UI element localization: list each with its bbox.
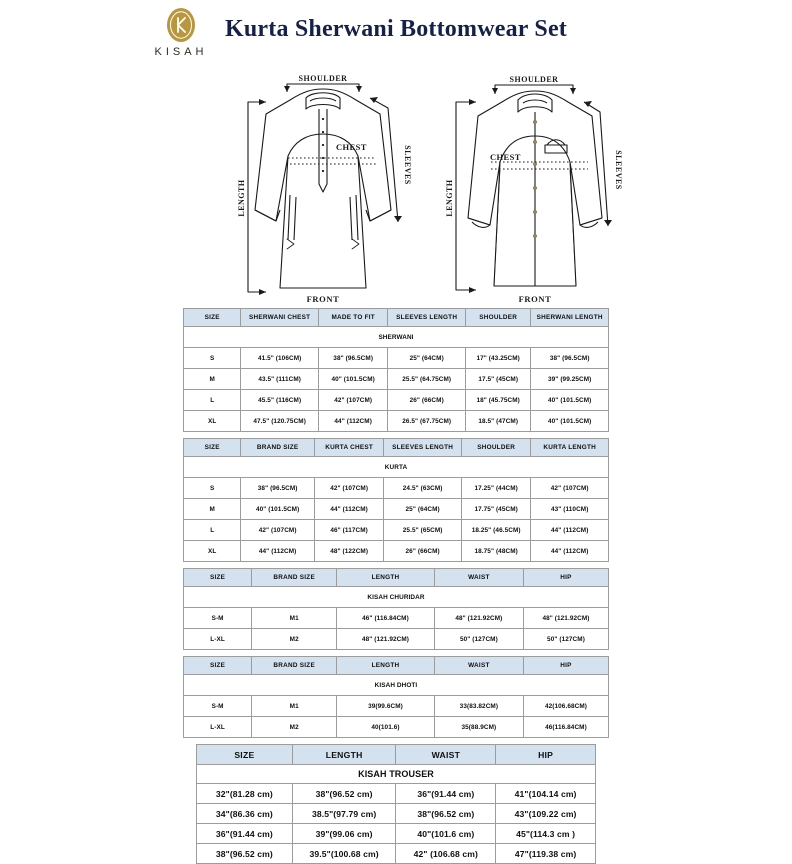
svg-text:SLEEVES: SLEEVES bbox=[614, 150, 623, 190]
cell-value: 48" (121.92CM) bbox=[523, 608, 608, 629]
table-header-row bbox=[184, 439, 609, 457]
cell-value: 25" (64CM) bbox=[384, 499, 462, 520]
cell-size: S bbox=[184, 348, 241, 369]
table-row bbox=[184, 608, 609, 629]
col-size: SIZE bbox=[197, 745, 293, 765]
table-kisah-churidar bbox=[183, 568, 609, 650]
col-sleeves-length: SLEEVES LENGTH bbox=[384, 439, 462, 457]
cell-value: M1 bbox=[252, 696, 337, 717]
cell-size: M bbox=[184, 369, 241, 390]
cell-value: 38"(96.52 cm) bbox=[396, 804, 496, 824]
col-sherwani-length: SHERWANI LENGTH bbox=[531, 309, 609, 327]
table-kurta bbox=[183, 438, 609, 562]
table-header-row bbox=[197, 745, 596, 765]
cell-size: L-XL bbox=[184, 629, 252, 650]
cell-value: 40" (101.5CM) bbox=[318, 369, 387, 390]
table-row bbox=[184, 717, 609, 738]
cell-value: 39.5"(100.68 cm) bbox=[292, 844, 396, 864]
table-row bbox=[184, 348, 609, 369]
table-header-row bbox=[184, 569, 609, 587]
table-title-row bbox=[184, 457, 609, 478]
table-row bbox=[184, 541, 609, 562]
cell-value: 39"(99.06 cm) bbox=[292, 824, 396, 844]
cell-value: 44" (112CM) bbox=[531, 520, 609, 541]
sherwani-diagram bbox=[428, 70, 643, 308]
svg-text:LENGTH: LENGTH bbox=[237, 179, 246, 217]
cell-value: M2 bbox=[252, 629, 337, 650]
col-shoulder: SHOULDER bbox=[461, 439, 530, 457]
table-row bbox=[184, 520, 609, 541]
col-brand-size: BRAND SIZE bbox=[252, 569, 337, 587]
cell-value: 25" (64CM) bbox=[388, 348, 466, 369]
cell-value: M2 bbox=[252, 717, 337, 738]
cell-size: L bbox=[184, 390, 241, 411]
cell-size: M bbox=[184, 499, 241, 520]
cell-value: 26" (66CM) bbox=[384, 541, 462, 562]
svg-text:FRONT: FRONT bbox=[518, 294, 552, 304]
col-brand-size: BRAND SIZE bbox=[241, 439, 315, 457]
cell-value: 38" (96.5CM) bbox=[531, 348, 609, 369]
col-hip: HIP bbox=[523, 657, 608, 675]
cell-value: 46" (116.84CM) bbox=[337, 608, 435, 629]
cell-value: 45.5" (116CM) bbox=[241, 390, 319, 411]
col-hip: HIP bbox=[523, 569, 608, 587]
cell-value: 40"(101.6 cm) bbox=[396, 824, 496, 844]
cell-value: 40" (101.5CM) bbox=[531, 390, 609, 411]
table-title: SHERWANI bbox=[184, 327, 609, 348]
cell-size: L-XL bbox=[184, 717, 252, 738]
cell-value: 48" (121.92CM) bbox=[434, 608, 523, 629]
cell-value: 48" (122CM) bbox=[314, 541, 383, 562]
table-kisah-trouser bbox=[196, 744, 596, 864]
cell-value: 38.5"(97.79 cm) bbox=[292, 804, 396, 824]
col-kurta-length: KURTA LENGTH bbox=[531, 439, 609, 457]
table-row bbox=[197, 844, 596, 864]
cell-value: 17.75" (45CM) bbox=[461, 499, 530, 520]
col-hip: HIP bbox=[496, 745, 596, 765]
table-row bbox=[184, 499, 609, 520]
cell-value: 18.75" (48CM) bbox=[461, 541, 530, 562]
size-tables bbox=[0, 308, 792, 864]
svg-text:CHEST: CHEST bbox=[490, 152, 521, 162]
cell-value: 46" (117CM) bbox=[314, 520, 383, 541]
cell-size: 38"(96.52 cm) bbox=[197, 844, 293, 864]
cell-value: 40(101.6) bbox=[337, 717, 435, 738]
cell-size: XL bbox=[184, 411, 241, 432]
brand-name: KISAH bbox=[154, 46, 208, 58]
page-header bbox=[0, 0, 792, 70]
cell-size: XL bbox=[184, 541, 241, 562]
cell-value: 46(116.84CM) bbox=[523, 717, 608, 738]
cell-value: 40" (101.5CM) bbox=[531, 411, 609, 432]
cell-value: 39" (99.25CM) bbox=[531, 369, 609, 390]
cell-value: 44" (112CM) bbox=[531, 541, 609, 562]
cell-value: 47"(119.38 cm) bbox=[496, 844, 596, 864]
cell-value: 36"(91.44 cm) bbox=[396, 784, 496, 804]
cell-value: 18" (45.75CM) bbox=[465, 390, 530, 411]
table-row bbox=[197, 784, 596, 804]
table-row bbox=[184, 629, 609, 650]
table-title-row bbox=[184, 675, 609, 696]
svg-text:SHOULDER: SHOULDER bbox=[298, 74, 348, 83]
col-size: SIZE bbox=[184, 569, 252, 587]
col-length: LENGTH bbox=[337, 657, 435, 675]
cell-value: 24.5" (63CM) bbox=[384, 478, 462, 499]
svg-text:SHOULDER: SHOULDER bbox=[509, 75, 559, 84]
svg-text:CHEST: CHEST bbox=[336, 142, 367, 152]
cell-value: 41.5" (106CM) bbox=[241, 348, 319, 369]
table-row bbox=[184, 369, 609, 390]
svg-text:FRONT: FRONT bbox=[306, 294, 340, 304]
col-waist: WAIST bbox=[434, 657, 523, 675]
cell-value: 25.5" (65CM) bbox=[384, 520, 462, 541]
table-kisah-dhoti bbox=[183, 656, 609, 738]
cell-value: 26.5" (67.75CM) bbox=[388, 411, 466, 432]
col-size: SIZE bbox=[184, 657, 252, 675]
cell-value: 44" (112CM) bbox=[241, 541, 315, 562]
col-length: LENGTH bbox=[292, 745, 396, 765]
cell-value: 48" (121.92CM) bbox=[337, 629, 435, 650]
cell-value: 44" (112CM) bbox=[314, 499, 383, 520]
cell-value: 43" (110CM) bbox=[531, 499, 609, 520]
cell-value: 50" (127CM) bbox=[523, 629, 608, 650]
col-size: SIZE bbox=[184, 309, 241, 327]
table-title-row bbox=[197, 765, 596, 784]
table-header-row bbox=[184, 657, 609, 675]
cell-size: 34"(86.36 cm) bbox=[197, 804, 293, 824]
cell-value: 39(99.6CM) bbox=[337, 696, 435, 717]
table-title: KURTA bbox=[184, 457, 609, 478]
kurta-diagram bbox=[218, 70, 428, 308]
cell-value: 25.5" (64.75CM) bbox=[388, 369, 466, 390]
cell-value: 35(88.9CM) bbox=[434, 717, 523, 738]
cell-value: 33(83.82CM) bbox=[434, 696, 523, 717]
cell-value: 44" (112CM) bbox=[318, 411, 387, 432]
table-title-row bbox=[184, 327, 609, 348]
table-title: KISAH DHOTI bbox=[184, 675, 609, 696]
table-title-row bbox=[184, 587, 609, 608]
cell-value: 42(106.68CM) bbox=[523, 696, 608, 717]
cell-value: 38"(96.52 cm) bbox=[292, 784, 396, 804]
cell-value: 18.25" (46.5CM) bbox=[461, 520, 530, 541]
col-length: LENGTH bbox=[337, 569, 435, 587]
cell-value: 47.5" (120.75CM) bbox=[241, 411, 319, 432]
cell-value: 38" (96.5CM) bbox=[241, 478, 315, 499]
table-row bbox=[184, 696, 609, 717]
table-sherwani bbox=[183, 308, 609, 432]
col-sleeves-length: SLEEVES LENGTH bbox=[388, 309, 466, 327]
cell-value: 41"(104.14 cm) bbox=[496, 784, 596, 804]
cell-value: 38" (96.5CM) bbox=[318, 348, 387, 369]
cell-value: 26" (66CM) bbox=[388, 390, 466, 411]
garment-diagrams bbox=[0, 70, 792, 308]
table-row bbox=[184, 411, 609, 432]
table-row bbox=[197, 804, 596, 824]
cell-value: 42" (106.68 cm) bbox=[396, 844, 496, 864]
cell-value: 42" (107CM) bbox=[241, 520, 315, 541]
col-brand-size: BRAND SIZE bbox=[252, 657, 337, 675]
col-made-to-fit: MADE TO FIT bbox=[318, 309, 387, 327]
cell-size: L bbox=[184, 520, 241, 541]
cell-size: 32"(81.28 cm) bbox=[197, 784, 293, 804]
cell-value: 17" (43.25CM) bbox=[465, 348, 530, 369]
cell-value: 17.5" (45CM) bbox=[465, 369, 530, 390]
cell-size: 36"(91.44 cm) bbox=[197, 824, 293, 844]
table-row bbox=[184, 478, 609, 499]
cell-value: 18.5" (47CM) bbox=[465, 411, 530, 432]
table-title: KISAH TROUSER bbox=[197, 765, 596, 784]
cell-size: S-M bbox=[184, 696, 252, 717]
cell-value: 40" (101.5CM) bbox=[241, 499, 315, 520]
cell-value: 42" (107CM) bbox=[318, 390, 387, 411]
table-row bbox=[197, 824, 596, 844]
table-title: KISAH CHURIDAR bbox=[184, 587, 609, 608]
svg-text:LENGTH: LENGTH bbox=[445, 179, 454, 217]
page-title: Kurta Sherwani Bottomwear Set bbox=[225, 16, 567, 42]
col-waist: WAIST bbox=[434, 569, 523, 587]
col-waist: WAIST bbox=[396, 745, 496, 765]
cell-value: 42" (107CM) bbox=[531, 478, 609, 499]
table-header-row bbox=[184, 309, 609, 327]
col-sherwani-chest: SHERWANI CHEST bbox=[241, 309, 319, 327]
svg-text:SLEEVES: SLEEVES bbox=[403, 145, 412, 185]
cell-value: 17.25" (44CM) bbox=[461, 478, 530, 499]
cell-size: S bbox=[184, 478, 241, 499]
cell-value: M1 bbox=[252, 608, 337, 629]
cell-value: 45"(114.3 cm ) bbox=[496, 824, 596, 844]
cell-value: 42" (107CM) bbox=[314, 478, 383, 499]
col-size: SIZE bbox=[184, 439, 241, 457]
cell-value: 50" (127CM) bbox=[434, 629, 523, 650]
cell-value: 43"(109.22 cm) bbox=[496, 804, 596, 824]
cell-value: 43.5" (111CM) bbox=[241, 369, 319, 390]
table-row bbox=[184, 390, 609, 411]
col-kurta-chest: KURTA CHEST bbox=[314, 439, 383, 457]
cell-size: S-M bbox=[184, 608, 252, 629]
col-shoulder: SHOULDER bbox=[465, 309, 530, 327]
